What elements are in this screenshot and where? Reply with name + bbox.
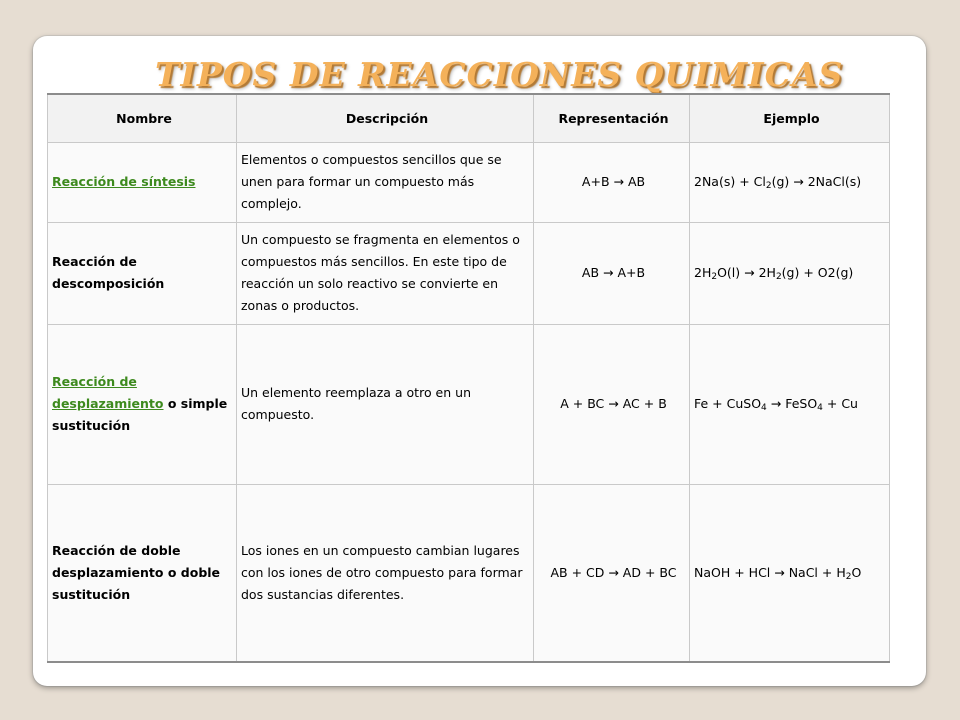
reaction-description: Un compuesto se fragmenta en elementos o compuestos más sencillos. En este tipo de reacción un solo reactivo se convierte en zonas o productos. (237, 222, 534, 324)
reaction-name: Reacción de desplazamiento o simple sustitución (48, 324, 237, 484)
column-header-nombre: Nombre (48, 94, 237, 142)
table-header-row (48, 94, 890, 142)
column-header-representacion: Representación (534, 94, 690, 142)
reaction-example: Fe + CuSO$_4$ → FeSO$_4$ + Cu (690, 324, 890, 484)
slide-title: TIPOS DE REACCIONES QUIMICAS (155, 55, 844, 94)
reaction-representation: AB + CD → AD + BC (534, 484, 690, 662)
table-row (48, 484, 890, 662)
reaction-description: Elementos o compuestos sencillos que se unen para formar un compuesto más complejo. (237, 142, 534, 222)
reaction-representation: A+B → AB (534, 142, 690, 222)
reaction-example: NaOH + HCl → NaCl + $H_2O$ (690, 484, 890, 662)
reaction-name: Reacción de descomposición (48, 222, 237, 324)
column-header-descripcion: Descripción (237, 94, 534, 142)
reactions-table (47, 93, 890, 663)
reaction-example: $2H_2O(l) \to 2H_2(g) + O2(g)$ (690, 222, 890, 324)
reaction-representation: AB → A+B (534, 222, 690, 324)
reaction-description: Los iones en un compuesto cambian lugares con los iones de otro compuesto para formar dos sustancias diferentes. (237, 484, 534, 662)
reaction-name-link[interactable]: Reacción de síntesis (52, 174, 196, 189)
reaction-name: Reacción de doble desplazamiento o doble sustitución (48, 484, 237, 662)
reaction-description: Un elemento reemplaza a otro en un compuesto. (237, 324, 534, 484)
table-row (48, 324, 890, 484)
table-row (48, 222, 890, 324)
reaction-name (48, 142, 237, 222)
table-row (48, 142, 890, 222)
reaction-name-link[interactable]: Reacción de desplazamiento (52, 374, 164, 411)
reaction-example: $2Na(s) + Cl_2(g)$ → 2NaCl(s) (690, 142, 890, 222)
reaction-representation: A + BC → AC + B (534, 324, 690, 484)
column-header-ejemplo: Ejemplo (690, 94, 890, 142)
